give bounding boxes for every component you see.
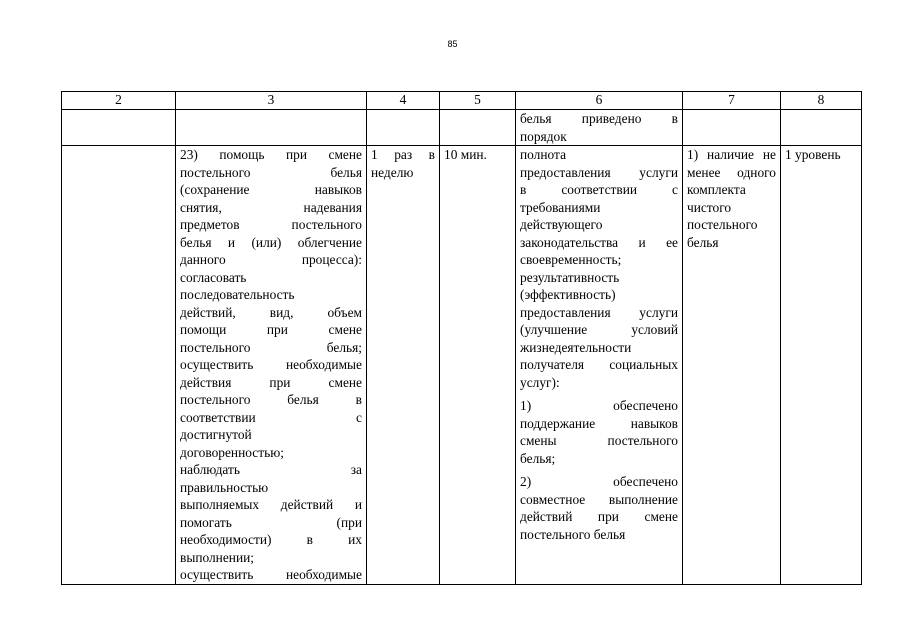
- text-line: действий, вид, объем: [180, 304, 362, 320]
- quality-criteria-continuation: [516, 110, 683, 146]
- service-standards-table: [61, 91, 862, 585]
- text-line: согласовать: [180, 269, 247, 285]
- text-line: (сохранение навыков: [180, 182, 362, 197]
- text-line: 1) обеспечено: [520, 398, 678, 413]
- table-cell: [62, 146, 176, 585]
- text-line: законодательства и ее: [520, 234, 678, 250]
- table-cell: [781, 110, 862, 146]
- text-line: данного процесса):: [180, 252, 362, 267]
- criteria-block: [520, 473, 678, 543]
- text-line: осуществить необходимые: [180, 567, 362, 582]
- text-line: услуг):: [520, 374, 560, 390]
- conditions-cell: [683, 146, 781, 585]
- text-line: последовательность: [180, 287, 295, 302]
- text-line: предметов постельного: [180, 217, 362, 232]
- text-line: действующего: [520, 217, 603, 232]
- text-line: правильностью: [180, 479, 269, 495]
- text-line: требованиями: [520, 199, 601, 215]
- column-header: 8: [781, 92, 862, 110]
- criteria-block: [520, 146, 678, 391]
- text-line: неделю: [371, 164, 414, 180]
- table-header-row: [62, 92, 862, 110]
- frequency-cell: [367, 146, 440, 585]
- text-line: белья: [687, 234, 719, 250]
- text-line: постельного белья в: [180, 392, 362, 407]
- text-line: постельного белья: [520, 526, 626, 542]
- text-line: постельного: [687, 217, 758, 232]
- text-line: белья;: [520, 450, 556, 466]
- text-line: помогать (при: [180, 514, 362, 530]
- text-line: соответствии с: [180, 409, 362, 425]
- text-line: комплекта: [687, 182, 746, 197]
- column-header: 4: [367, 92, 440, 110]
- text-line: договоренностью;: [180, 444, 284, 460]
- text-line: получателя социальных: [520, 357, 678, 372]
- text-line: предоставления услуги: [520, 164, 678, 180]
- service-description-cell: [176, 146, 367, 585]
- text-line: своевременность;: [520, 252, 622, 267]
- text-line: результативность: [520, 269, 620, 285]
- column-header: 6: [516, 92, 683, 110]
- text-line: поддержание навыков: [520, 415, 678, 431]
- text-line: (эффективность): [520, 287, 616, 302]
- table-cell: [176, 110, 367, 146]
- text-line: наблюдать за: [180, 462, 362, 477]
- quality-criteria-cell: [516, 146, 683, 585]
- continuation-row: [62, 110, 862, 146]
- text-line: (улучшение условий: [520, 322, 678, 337]
- column-header: 5: [440, 92, 516, 110]
- duration-cell: 10 мин.: [440, 146, 516, 585]
- column-header: 3: [176, 92, 367, 110]
- text-line: 1 раз в: [371, 147, 435, 162]
- service-row: [62, 146, 862, 585]
- column-header: 2: [62, 92, 176, 110]
- column-header: 7: [683, 92, 781, 110]
- criteria-block: [520, 397, 678, 467]
- text-line: белья приведено в: [520, 111, 678, 126]
- text-line: выполнении;: [180, 549, 255, 565]
- text-line: полнота: [520, 147, 567, 162]
- text-line: осуществить необходимые: [180, 357, 362, 372]
- text-line: действия при смене: [180, 374, 362, 390]
- text-line: помощи при смене: [180, 322, 362, 337]
- text-line: чистого: [687, 199, 732, 215]
- text-line: белья и (или) облегчение: [180, 234, 362, 250]
- text-line: 2) обеспечено: [520, 474, 678, 489]
- table-cell: [367, 110, 440, 146]
- text-line: постельного белья;: [180, 339, 362, 355]
- text-line: достигнутой: [180, 427, 252, 442]
- table-cell: [683, 110, 781, 146]
- level-cell: 1 уровень: [781, 146, 862, 585]
- text-line: менее одного: [687, 164, 776, 180]
- text-line: действий при смене: [520, 509, 678, 524]
- text-line: постельного белья: [180, 164, 362, 180]
- text-line: смены постельного: [520, 433, 678, 448]
- table-cell: [440, 110, 516, 146]
- text-line: предоставления услуги: [520, 304, 678, 320]
- text-line: жизнедеятельности: [520, 339, 632, 355]
- text-line: 1) наличие не: [687, 147, 776, 162]
- page-number: 85: [447, 39, 458, 49]
- table-cell: [62, 110, 176, 146]
- text-line: 23) помощь при смене: [180, 147, 362, 162]
- text-line: снятия, надевания: [180, 199, 362, 215]
- text-line: необходимости) в их: [180, 532, 362, 547]
- text-line: в соответствии с: [520, 182, 678, 197]
- text-line: порядок: [520, 128, 567, 144]
- text-line: совместное выполнение: [520, 491, 678, 507]
- text-line: выполняемых действий и: [180, 497, 362, 512]
